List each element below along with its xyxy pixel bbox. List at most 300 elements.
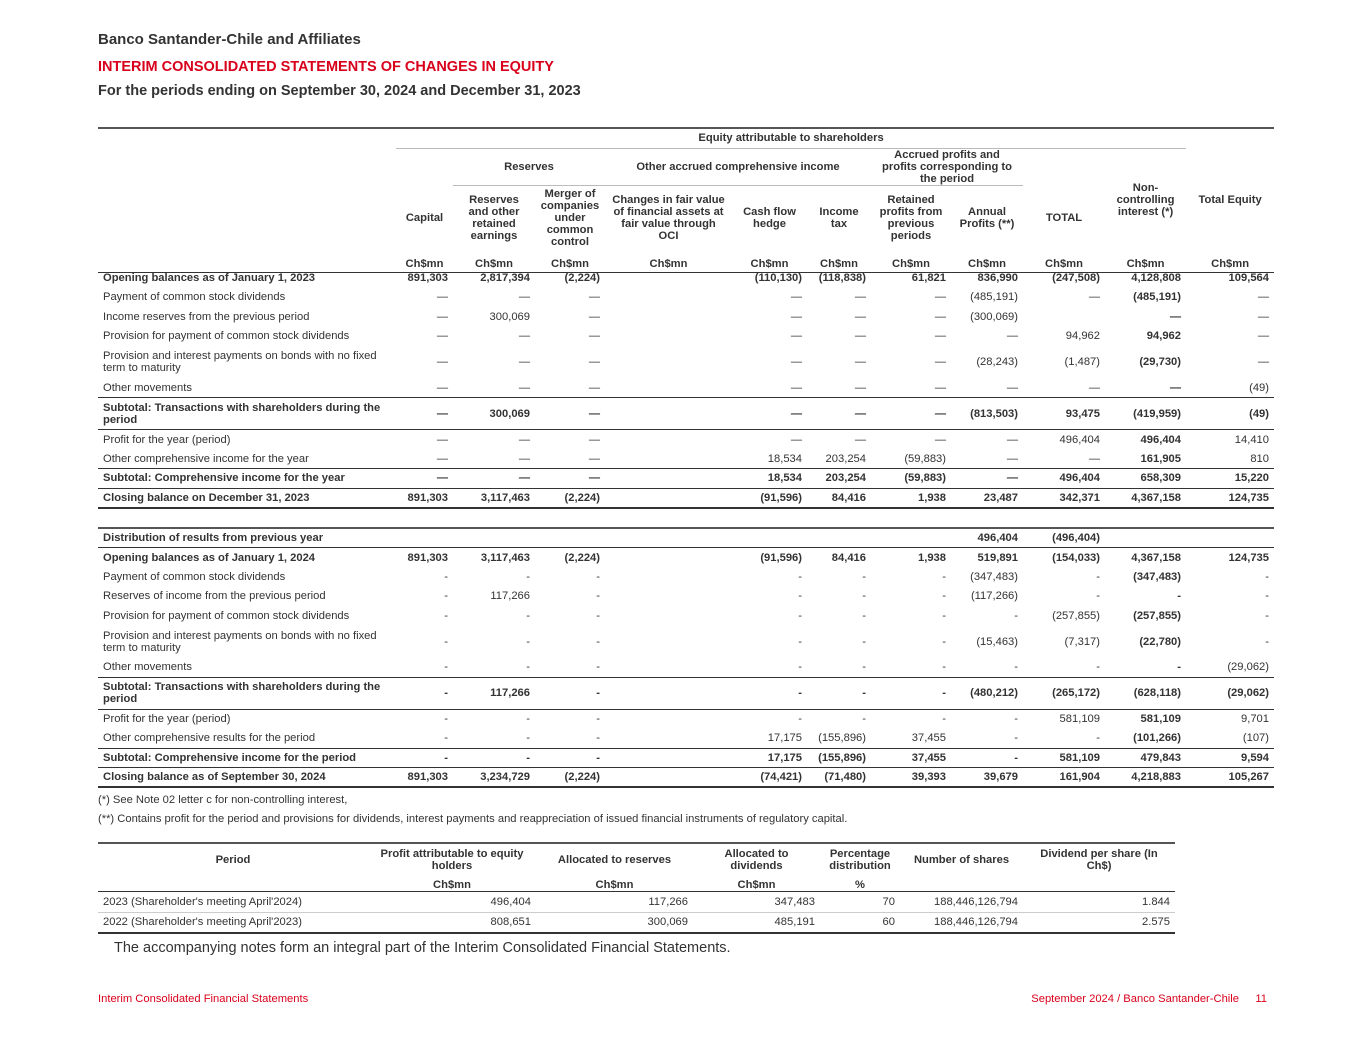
row-cell: — [1088, 452, 1100, 465]
row-cell: 581,109 [1023, 709, 1105, 729]
row-cell: - [526, 732, 530, 744]
row-label: Opening balances as of January 1, 2024 [98, 548, 396, 568]
row-cell: (154,033) [1023, 548, 1105, 568]
row-cell: — [605, 430, 807, 450]
div-cell: 2023 (Shareholder's meeting April'2024) [103, 895, 302, 908]
row-cell: - [942, 609, 946, 622]
row-cell: - [444, 570, 448, 583]
row-cell: - [1177, 661, 1181, 673]
row-cell: 203,254 [807, 469, 871, 489]
row-cell: — [871, 430, 951, 450]
row-cell [807, 528, 871, 548]
row-cell: - [862, 635, 866, 648]
row-cell: (59,883) [904, 452, 946, 465]
row-cell: - [596, 661, 600, 673]
row-cell: 581,109 [1105, 709, 1186, 729]
row-cell: - [798, 570, 802, 583]
col-capital: Capital [405, 212, 444, 224]
row-cell: (247,508) [1052, 271, 1100, 284]
row-cell: (74,421) [605, 768, 807, 788]
row-cell: 18,534 [605, 469, 807, 489]
row-cell: — [436, 356, 448, 368]
row-cell: — [396, 430, 453, 450]
row-cell: (29,730) [1139, 356, 1181, 368]
row-cell: - [871, 709, 951, 729]
div-col-per-share: Dividend per share (In Ch$) [1040, 847, 1158, 872]
div-unit: % [855, 879, 865, 891]
row-cell: — [1006, 330, 1018, 343]
row-label: Payment of common stock dividends [103, 570, 286, 583]
row-cell: 17,175 [767, 732, 802, 744]
row-cell: — [588, 452, 600, 465]
table-row [98, 398, 1274, 430]
row-label: Provision and interest payments on bonds with no fixed term to maturity [103, 350, 377, 374]
row-cell: - [1096, 661, 1100, 673]
table-row [98, 346, 1274, 378]
div-col-dividends: Allocated to dividends [724, 847, 789, 872]
row-cell: 1,938 [871, 488, 951, 508]
row-cell: (101,266) [1133, 732, 1181, 744]
row-cell: (59,883) [871, 469, 951, 489]
row-cell: - [951, 709, 1023, 729]
row-label: Distribution of results from previous year [103, 532, 324, 544]
div-cell: 347,483 [774, 895, 815, 908]
statement-title: INTERIM CONSOLIDATED STATEMENTS OF CHANGES IN EQUITY [98, 59, 554, 75]
row-label: Reserves of income from the previous period [103, 590, 326, 603]
row-cell: - [798, 661, 802, 673]
table-row [98, 288, 1274, 308]
row-cell: (71,480) [807, 768, 871, 788]
group-oci-header: Other accrued comprehensive income [605, 148, 871, 185]
row-cell: 300,069 [489, 310, 530, 323]
row-cell: — [854, 330, 866, 343]
page-number: 11 [1255, 993, 1267, 1005]
row-cell: - [453, 748, 535, 768]
row-cell: 94,962 [1146, 330, 1181, 343]
div-cell: 485,191 [693, 912, 820, 933]
row-cell: - [807, 709, 871, 729]
row-label: Opening balances as of January 1, 2023 [103, 271, 316, 284]
row-label: Other comprehensive income for the year [103, 452, 309, 465]
row-cell: - [807, 677, 871, 709]
table-row [98, 449, 1274, 469]
div-cell: 496,404 [490, 895, 531, 908]
col-noncontrolling: Non-controlling interest (*) [1116, 181, 1175, 218]
row-cell: - [396, 677, 453, 709]
row-cell: - [862, 590, 866, 603]
row-cell: (28,243) [976, 356, 1018, 368]
div-unit: Ch$mn [595, 879, 634, 891]
row-cell: — [854, 356, 866, 368]
row-cell: - [526, 635, 530, 648]
unit-label: Ch$mn [820, 258, 858, 270]
row-cell: - [1177, 590, 1181, 603]
col-cash-flow: Cash flow hedge [743, 206, 796, 231]
row-cell: — [1006, 452, 1018, 465]
equity-table-2024 [98, 527, 1274, 788]
row-cell: 61,821 [911, 271, 946, 284]
unit-label: Ch$mn [1211, 258, 1250, 270]
table-row [98, 677, 1274, 709]
row-cell: — [518, 291, 530, 304]
row-cell: 3,234,729 [453, 768, 535, 788]
row-cell: - [1096, 590, 1100, 603]
unit-label: Ch$mn [1045, 258, 1083, 270]
row-cell: — [588, 381, 600, 394]
row-cell: (91,596) [605, 548, 807, 568]
row-cell: (49) [1249, 381, 1269, 394]
row-cell: 39,679 [951, 768, 1023, 788]
row-cell: — [396, 469, 453, 489]
table-row [98, 748, 1274, 768]
div-col-period: Period [215, 853, 251, 866]
col-total-equity: Total Equity [1198, 193, 1262, 206]
row-cell: - [951, 748, 1023, 768]
row-cell: - [942, 635, 946, 648]
row-cell: - [1014, 732, 1018, 744]
div-cell: 2022 (Shareholder's meeting April'2023) [98, 912, 368, 933]
row-cell: (480,212) [951, 677, 1023, 709]
row-cell: 9,594 [1186, 748, 1274, 768]
row-cell: (347,483) [1133, 570, 1181, 583]
row-cell: 117,266 [490, 590, 530, 603]
row-cell: 9,701 [1186, 709, 1274, 729]
row-cell: — [854, 310, 866, 323]
row-label: Subtotal: Comprehensive income for the year [98, 469, 396, 489]
row-cell: - [1096, 570, 1100, 583]
table-row [98, 268, 1274, 288]
div-cell: 1.844 [1142, 895, 1170, 908]
group-equity-header: Equity attributable to shareholders [396, 128, 1186, 148]
row-cell: 109,564 [1228, 271, 1269, 284]
row-cell: (2,224) [564, 271, 600, 284]
div-col-reserves: Allocated to reserves [557, 853, 672, 866]
row-cell: (22,780) [1139, 635, 1181, 648]
row-cell: — [854, 291, 866, 304]
row-cell: — [518, 330, 530, 343]
unit-label: Ch$mn [475, 258, 513, 270]
div-col-profit: Profit attributable to equity holders [380, 847, 524, 872]
row-cell [535, 528, 605, 548]
row-cell: — [588, 330, 600, 343]
row-cell: 4,367,158 [1105, 548, 1186, 568]
row-cell: (485,191) [1133, 291, 1181, 304]
row-cell: - [871, 677, 951, 709]
row-cell: 17,175 [605, 748, 807, 768]
row-cell: - [526, 661, 530, 673]
row-label: Provision for payment of common stock dividends [103, 330, 350, 343]
row-cell: 37,455 [911, 732, 946, 744]
row-label: Subtotal: Transactions with shareholders during the period [98, 677, 396, 709]
row-cell: 4,367,158 [1105, 488, 1186, 508]
row-cell: - [396, 709, 453, 729]
div-cell: 2.575 [1023, 912, 1175, 933]
table-row [98, 658, 1274, 678]
div-unit [900, 875, 1023, 892]
row-cell: - [942, 661, 946, 673]
statement-subtitle: For the periods ending on September 30, 2024 and December 31, 2023 [98, 83, 581, 99]
row-cell: 300,069 [453, 398, 535, 430]
row-cell [396, 528, 453, 548]
row-cell: (485,191) [970, 291, 1018, 304]
row-cell: 3,117,463 [453, 548, 535, 568]
row-label: Payment of common stock dividends [103, 291, 286, 304]
row-label: Profit for the year (period) [98, 709, 396, 729]
unit-label: Ch$mn [750, 258, 789, 270]
group-reserves-header: Reserves [453, 148, 605, 185]
row-cell: 94,962 [1065, 330, 1100, 343]
row-cell: — [951, 430, 1023, 450]
row-cell: — [934, 356, 946, 368]
row-label: Closing balance as of September 30, 2024 [98, 768, 396, 788]
row-cell: (155,896) [807, 748, 871, 768]
row-cell: — [807, 430, 871, 450]
row-cell: 891,303 [407, 271, 448, 284]
footnote-annual-profits: (**) Contains profit for the period and provisions for dividends, interest payments and reappreciation of issued financial instruments of regulatory capital. [98, 813, 848, 825]
unit-label: Ch$mn [968, 258, 1006, 270]
col-annual: Annual Profits (**) [959, 206, 1015, 231]
row-cell: — [535, 469, 605, 489]
row-cell: - [444, 635, 448, 648]
row-label: Provision and interest payments on bonds with no fixed term to maturity [103, 629, 377, 654]
row-cell: 891,303 [396, 488, 453, 508]
row-cell: — [518, 381, 530, 394]
row-cell: — [790, 381, 802, 394]
row-cell: (2,224) [535, 488, 605, 508]
row-cell: (29,062) [1227, 661, 1269, 673]
equity-table-header [98, 127, 1274, 273]
row-cell: — [1257, 330, 1269, 343]
row-cell: 105,267 [1186, 768, 1274, 788]
row-cell [605, 528, 807, 548]
col-fair-value: Changes in fair value of financial assets at fair value through OCI [612, 194, 725, 243]
row-cell: — [1257, 291, 1269, 304]
col-retained: Retained profits from previous periods [879, 194, 943, 243]
table-row [98, 729, 1274, 749]
table-row [98, 567, 1274, 587]
col-income-tax: Income tax [819, 206, 859, 231]
row-cell: — [1169, 310, 1181, 323]
row-cell: - [605, 677, 807, 709]
row-cell: - [1265, 570, 1269, 583]
row-cell: 658,309 [1105, 469, 1186, 489]
row-cell: - [444, 732, 448, 744]
row-label: Profit for the year (period) [98, 430, 396, 450]
row-cell: 496,404 [1105, 430, 1186, 450]
row-cell: - [535, 748, 605, 768]
row-cell: (2,224) [535, 768, 605, 788]
row-cell: (91,596) [605, 488, 807, 508]
row-cell: 124,735 [1186, 548, 1274, 568]
row-cell: — [790, 356, 802, 368]
row-cell: - [453, 709, 535, 729]
dividend-table [98, 842, 1175, 934]
row-cell: 519,891 [951, 548, 1023, 568]
row-cell: — [1257, 356, 1269, 368]
row-cell: 93,475 [1023, 398, 1105, 430]
row-cell [871, 528, 951, 548]
row-label: Income reserves from the previous period [103, 310, 310, 323]
col-reserves-other: Reserves and other retained earnings [468, 194, 520, 243]
row-cell: - [596, 732, 600, 744]
row-cell: 18,534 [767, 452, 802, 465]
row-cell: 496,404 [977, 532, 1018, 544]
row-cell: - [1265, 590, 1269, 603]
table-row [98, 488, 1274, 508]
row-cell: — [1088, 381, 1100, 394]
row-cell: 4,218,883 [1105, 768, 1186, 788]
row-cell: (257,855) [1133, 609, 1181, 622]
row-cell: (813,503) [951, 398, 1023, 430]
table-row [98, 606, 1274, 626]
unit-label: Ch$mn [649, 258, 688, 270]
row-cell: — [453, 430, 535, 450]
row-cell: 84,416 [807, 548, 871, 568]
table-row [98, 327, 1274, 347]
row-cell: — [588, 291, 600, 304]
row-cell: (29,062) [1186, 677, 1274, 709]
accompanying-notes-statement: The accompanying notes form an integral part of the Interim Consolidated Financial Statements. [114, 940, 731, 956]
div-col-percentage: Percentage distribution [829, 847, 891, 872]
row-label: Provision for payment of common stock dividends [103, 609, 350, 622]
row-cell: (7,317) [1064, 635, 1100, 648]
row-cell: - [798, 609, 802, 622]
div-cell: 117,266 [648, 895, 688, 908]
div-cell: 300,069 [536, 912, 693, 933]
row-cell: 581,109 [1023, 748, 1105, 768]
row-cell: — [790, 330, 802, 343]
row-cell: - [798, 590, 802, 603]
row-cell: — [535, 430, 605, 450]
div-cell: 188,446,126,794 [900, 912, 1023, 933]
row-cell: - [1265, 635, 1269, 648]
row-cell: - [862, 661, 866, 673]
row-label: Other movements [103, 661, 192, 673]
row-label: Subtotal: Transactions with shareholders during the period [98, 398, 396, 430]
group-accrued-header: Accrued profits and profits corresponding to the period [871, 148, 1023, 185]
row-cell: 1,938 [871, 548, 951, 568]
row-cell: — [1169, 381, 1181, 394]
table-row [98, 378, 1274, 398]
row-cell: — [934, 310, 946, 323]
row-cell: 4,128,808 [1131, 271, 1181, 284]
row-cell: — [934, 291, 946, 304]
row-cell: (1,487) [1064, 356, 1100, 368]
row-cell: — [605, 398, 807, 430]
row-cell: 2,817,394 [480, 271, 530, 284]
row-cell: 15,220 [1186, 469, 1274, 489]
unit-label: Ch$mn [892, 258, 930, 270]
footnote-noncontrolling: (*) See Note 02 letter c for non-controlling interest, [98, 794, 348, 806]
row-cell: (419,959) [1105, 398, 1186, 430]
unit-label: Ch$mn [551, 258, 589, 270]
row-cell: - [535, 709, 605, 729]
row-cell: — [951, 469, 1023, 489]
row-cell: (300,069) [970, 310, 1018, 323]
col-total: TOTAL [1045, 212, 1083, 224]
row-cell: - [1014, 661, 1018, 673]
row-cell: - [798, 635, 802, 648]
row-cell: — [588, 356, 600, 368]
row-cell: (257,855) [1052, 609, 1100, 622]
row-cell: — [436, 330, 448, 343]
row-cell: - [526, 570, 530, 583]
row-cell: - [1265, 609, 1269, 622]
equity-table-2023 [98, 268, 1274, 509]
row-cell: - [942, 570, 946, 583]
row-cell: — [854, 381, 866, 394]
row-cell: - [1096, 732, 1100, 744]
row-cell: 23,487 [951, 488, 1023, 508]
row-cell: 479,843 [1105, 748, 1186, 768]
table-row [98, 626, 1274, 658]
div-unit: Ch$mn [433, 879, 471, 891]
table-row [98, 469, 1274, 489]
row-cell: - [444, 661, 448, 673]
row-cell: - [596, 590, 600, 603]
div-unit: Ch$mn [737, 879, 776, 891]
row-cell: — [535, 398, 605, 430]
row-cell: - [396, 748, 453, 768]
row-cell: — [871, 398, 951, 430]
row-cell: (2,224) [535, 548, 605, 568]
company-name: Banco Santander-Chile and Affiliates [98, 31, 361, 48]
row-cell [1023, 307, 1105, 327]
row-cell: (118,838) [818, 271, 866, 284]
row-cell: — [790, 310, 802, 323]
row-cell: - [596, 570, 600, 583]
row-cell: - [444, 590, 448, 603]
row-label: Other movements [103, 381, 192, 394]
row-cell: 161,905 [1140, 452, 1181, 465]
row-cell: — [518, 452, 530, 465]
row-cell: (107) [1242, 732, 1269, 744]
row-cell: (155,896) [818, 732, 866, 744]
row-cell: 14,410 [1186, 430, 1274, 450]
table-row [98, 587, 1274, 607]
row-label: Closing balance on December 31, 2023 [98, 488, 396, 508]
row-cell: - [596, 609, 600, 622]
row-cell: — [1257, 310, 1269, 323]
unit-label: Ch$mn [405, 258, 444, 270]
row-cell: - [535, 677, 605, 709]
row-cell: 37,455 [871, 748, 951, 768]
row-cell: — [453, 469, 535, 489]
row-cell: - [526, 609, 530, 622]
table-row [98, 768, 1274, 788]
row-cell: (15,463) [976, 635, 1018, 648]
col-merger: Merger of companies under common control [540, 188, 600, 249]
row-cell: - [1014, 609, 1018, 622]
row-cell: - [596, 635, 600, 648]
row-cell: — [807, 398, 871, 430]
row-cell: (628,118) [1105, 677, 1186, 709]
row-label: Other comprehensive results for the period [103, 732, 316, 744]
table-row [98, 430, 1274, 450]
div-cell: 70 [882, 895, 895, 908]
table-row [98, 709, 1274, 729]
row-cell: 496,404 [1023, 430, 1105, 450]
row-cell: 161,904 [1023, 768, 1105, 788]
unit-label: Ch$mn [1126, 258, 1165, 270]
row-cell: (496,404) [1052, 532, 1100, 544]
row-cell: (117,266) [970, 590, 1018, 603]
row-cell: — [436, 291, 448, 304]
row-cell: — [1006, 381, 1018, 394]
dividend-row [98, 912, 1175, 933]
row-cell: — [436, 452, 448, 465]
table-row [98, 528, 1274, 548]
